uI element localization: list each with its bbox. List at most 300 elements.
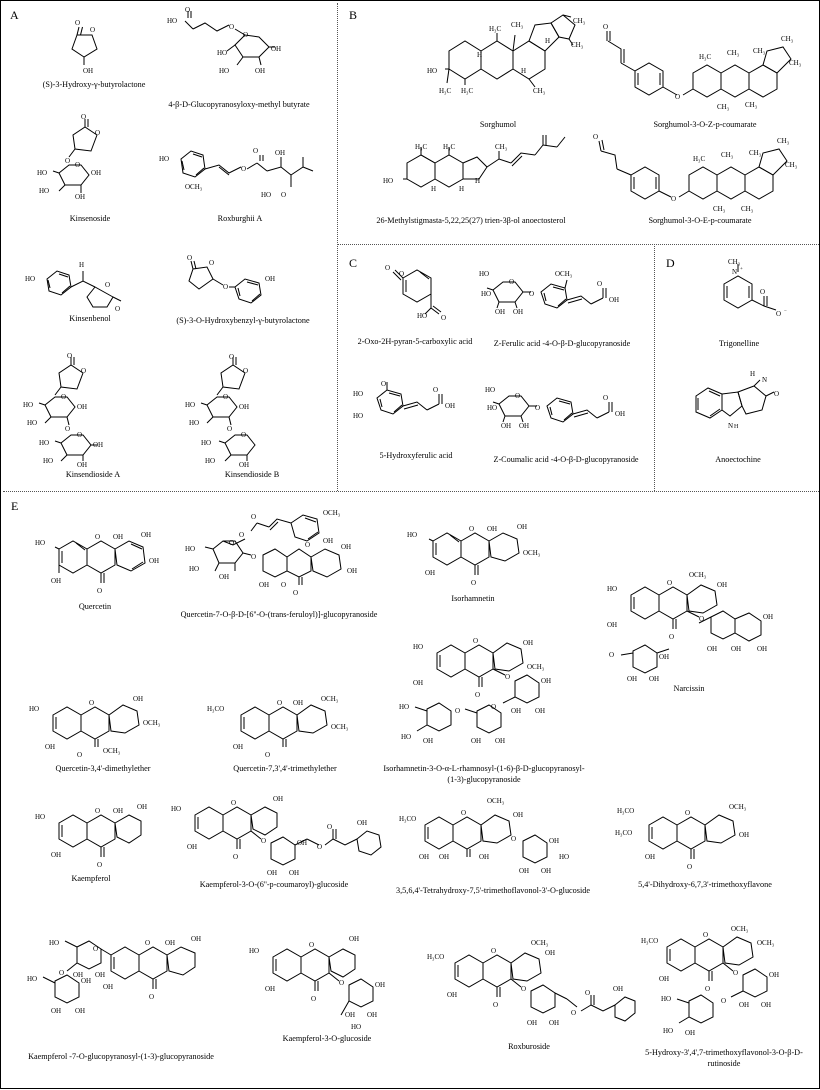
- molecule-roxburghii-a: [157, 131, 323, 225]
- caption-kinsendioside-b: Kinsendioside B: [224, 470, 280, 479]
- svg-text:HO: HO: [407, 531, 418, 539]
- structure-kinsenbenol: [23, 253, 157, 313]
- svg-text:OH: OH: [219, 573, 230, 581]
- caption-z-ferulic-acid-4-o-beta-d-glucopyranoside: Z-Ferulic acid -4-O-β-D-glucopyranoside: [493, 339, 631, 348]
- svg-text:OH: OH: [375, 981, 386, 989]
- svg-text:O: O: [667, 579, 673, 587]
- svg-text:OH: OH: [259, 581, 270, 589]
- structure-kinsendioside-a: [13, 351, 173, 469]
- svg-text:HO: HO: [39, 187, 50, 195]
- svg-text:H₃CO: H₃CO: [617, 807, 635, 815]
- svg-text:OH: OH: [645, 853, 656, 861]
- svg-text:H₃C: H₃C: [699, 53, 712, 61]
- svg-text:O: O: [77, 431, 83, 439]
- structure-s-3-hydroxy-gamma-butyrolactone: [39, 9, 149, 79]
- structure-z-ferulic-acid-glucopyranoside: [477, 254, 647, 338]
- svg-text:O: O: [251, 513, 257, 521]
- caption-sorghumol-3-o-z-p-coumarate: Sorghumol-3-O-Z-p-coumarate: [653, 120, 757, 129]
- svg-text:O: O: [455, 707, 461, 715]
- molecule-kaempferol-3-o-glucoside: [237, 923, 417, 1045]
- structure-narcissin: [573, 559, 805, 683]
- svg-text:HO: HO: [49, 939, 60, 947]
- svg-text:OH: OH: [113, 807, 124, 815]
- svg-text:OH: OH: [495, 737, 506, 745]
- svg-text:O: O: [327, 823, 333, 831]
- svg-text:CH₃: CH₃: [573, 17, 586, 25]
- caption-4-beta-d-glucopyranosyloxymethyl-butyrate: 4-β-D-Glucopyranosyloxy-methyl butyrate: [168, 100, 310, 109]
- svg-text:N: N: [732, 268, 738, 276]
- svg-text:OH: OH: [233, 743, 244, 751]
- svg-text:O: O: [90, 26, 96, 34]
- svg-text:O: O: [469, 525, 475, 533]
- structure-kaempferol: [23, 789, 159, 873]
- svg-text:O: O: [491, 703, 497, 711]
- svg-text:OH: OH: [103, 983, 114, 991]
- molecule-kaempferol-3-o-6-p-coumaroyl-glucoside: [161, 783, 387, 891]
- svg-text:HO: HO: [487, 404, 498, 412]
- svg-text:HO: HO: [37, 169, 48, 177]
- caption-sorghumol: Sorghumol: [479, 120, 517, 129]
- svg-text:O: O: [281, 191, 287, 199]
- svg-text:OH: OH: [187, 843, 198, 851]
- svg-text:OH: OH: [739, 831, 750, 839]
- svg-text:OH: OH: [271, 45, 282, 53]
- svg-text:O: O: [687, 863, 693, 871]
- structure-quercetin-34-dimethylether: [15, 677, 191, 763]
- svg-text:OH: OH: [73, 971, 84, 979]
- svg-text:O: O: [89, 699, 95, 707]
- svg-text:H₃C: H₃C: [439, 87, 452, 95]
- svg-text:O: O: [95, 533, 101, 541]
- svg-text:H₃CO: H₃CO: [399, 815, 417, 823]
- svg-text:OH: OH: [535, 707, 546, 715]
- svg-text:O: O: [399, 270, 405, 278]
- structure-trigonelline: [684, 258, 794, 338]
- svg-text:HO: HO: [607, 585, 618, 593]
- svg-text:OH: OH: [77, 461, 88, 469]
- svg-text:HO: HO: [167, 17, 178, 25]
- caption-kinsendioside-a: Kinsendioside A: [65, 470, 121, 479]
- svg-text:O: O: [685, 809, 691, 817]
- svg-text:O: O: [265, 751, 271, 759]
- panel-b-letter: B: [349, 8, 358, 22]
- panel-b: [337, 1, 819, 244]
- svg-text:HO: HO: [39, 439, 50, 447]
- svg-text:O: O: [721, 997, 727, 1005]
- svg-text:O: O: [239, 531, 245, 539]
- svg-text:O: O: [381, 380, 387, 388]
- svg-text:HO: HO: [219, 67, 230, 75]
- svg-text:O: O: [699, 615, 705, 623]
- svg-text:O: O: [105, 281, 111, 289]
- svg-text:O: O: [461, 809, 467, 817]
- caption-kaempferol-3-o-coumaroyl-glucoside: Kaempferol-3-O-(6''-p-coumaroyl)-glucoside: [199, 880, 349, 889]
- svg-text:O: O: [511, 835, 517, 843]
- molecule-5-hydroxyferulic-acid: [351, 372, 481, 462]
- molecule-54-dihydroxy-673-trimethoxyflavone: [605, 783, 805, 891]
- molecule-kinsendioside-a: [13, 351, 173, 481]
- svg-text:HO: HO: [559, 853, 570, 861]
- svg-text:OH: OH: [523, 639, 534, 647]
- svg-text:OH: OH: [545, 949, 556, 957]
- svg-text:O: O: [77, 751, 83, 759]
- svg-text:O: O: [317, 843, 323, 851]
- svg-text:OH: OH: [165, 939, 176, 947]
- molecule-trigonelline: [684, 258, 794, 350]
- svg-text:OH: OH: [627, 675, 638, 683]
- svg-text:HO: HO: [261, 191, 272, 199]
- svg-text:O: O: [733, 969, 739, 977]
- svg-text:OH: OH: [541, 867, 552, 875]
- svg-text:O: O: [471, 579, 477, 587]
- svg-text:OH: OH: [297, 839, 308, 847]
- svg-text:OH: OH: [137, 803, 148, 811]
- svg-text:OCH₃: OCH₃: [321, 695, 339, 703]
- svg-text:O: O: [241, 431, 247, 439]
- caption-narcissin: Narcissin: [673, 684, 705, 693]
- svg-text:O: O: [529, 290, 535, 298]
- svg-text:O: O: [229, 539, 235, 547]
- caption-quercetin: Quercetin: [78, 602, 112, 611]
- svg-text:OH: OH: [717, 581, 728, 589]
- caption-quercetin-734-trimethylether: Quercetin-7,3',4'-trimethylether: [233, 764, 337, 773]
- svg-text:O: O: [261, 837, 267, 845]
- svg-text:HO: HO: [27, 419, 38, 427]
- svg-text:OCH₃: OCH₃: [531, 939, 549, 947]
- molecule-26-methylstigmasta-trien-3beta-ol-anoectosterol: [361, 119, 581, 227]
- svg-text:O: O: [243, 367, 249, 375]
- caption-kaempferol-3-o-glucoside: Kaempferol-3-O-glucoside: [282, 1034, 372, 1043]
- svg-text:OCH₃: OCH₃: [729, 803, 747, 811]
- svg-text:HO: HO: [189, 565, 200, 573]
- svg-text:OH: OH: [93, 441, 104, 449]
- structure-sorghumol: [403, 7, 593, 119]
- molecule-anoectochine: [676, 362, 800, 466]
- svg-text:HO: HO: [417, 312, 428, 320]
- svg-text:HO: HO: [383, 177, 394, 185]
- svg-text:O: O: [671, 195, 677, 203]
- caption-s-3-o-hydroxybenzyl-gamma-butyrolactone: (S)-3-O-Hydroxybenzyl-γ-butyrolactone: [176, 316, 310, 325]
- structure-tetrahydroxy-trimethoflavonol-glucoside: [393, 781, 593, 885]
- svg-text:O: O: [229, 353, 235, 361]
- svg-text:OH: OH: [659, 653, 670, 661]
- svg-text:OH: OH: [265, 985, 276, 993]
- svg-text:O: O: [65, 157, 71, 165]
- svg-text:OH: OH: [265, 275, 276, 283]
- structure-quercetin-feruloyl-glucopyranoside: [177, 501, 381, 609]
- caption-54-dihydroxy-673-trimethoxyflavone: 5,4'-Dihydroxy-6,7,3'-trimethoxyflavone: [638, 880, 772, 889]
- svg-text:O: O: [61, 393, 67, 401]
- svg-text:O: O: [505, 673, 511, 681]
- panel-d-letter: D: [666, 256, 675, 270]
- svg-text:OH: OH: [347, 567, 358, 575]
- svg-text:OH: OH: [91, 169, 102, 177]
- molecule-isorhamnetin: [393, 505, 553, 605]
- svg-text:CH₃: CH₃: [728, 258, 741, 266]
- svg-text:HO: HO: [485, 386, 496, 394]
- caption-kaempferol-7-o-glucopyranosyl-glucopyranoside: Kaempferol -7-O-glucopyranosyl-(1-3)-glucopyranoside: [28, 1052, 214, 1061]
- svg-text:O: O: [509, 278, 515, 286]
- caption-roxburoside: Roxburoside: [508, 1042, 550, 1051]
- svg-text:OH: OH: [513, 811, 524, 819]
- svg-text:OH: OH: [549, 837, 560, 845]
- molecule-quercetin: [21, 509, 169, 613]
- structure-roxburghii-a: [157, 131, 323, 213]
- svg-text:HO: HO: [189, 419, 200, 427]
- svg-text:N: N: [728, 422, 734, 430]
- molecule-kinsendioside-b: [177, 353, 327, 481]
- panel-c-letter: C: [349, 256, 358, 270]
- svg-text:H: H: [459, 185, 465, 193]
- svg-text:HO: HO: [43, 457, 54, 465]
- svg-text:OH: OH: [51, 851, 62, 859]
- svg-text:O: O: [475, 691, 481, 699]
- svg-text:H: H: [545, 37, 551, 45]
- svg-text:OH: OH: [659, 975, 670, 983]
- molecule-s-3-o-hydroxybenzyl-gamma-butyrolactone: [165, 251, 321, 327]
- svg-text:O: O: [597, 280, 603, 288]
- caption-quercetin-7-o-beta-d-feruloyl-glucopyranoside: Quercetin-7-O-β-D-[6''-O-(trans-feruloyl)]-glucopyranoside: [180, 610, 378, 619]
- svg-text:O: O: [493, 1001, 499, 1009]
- svg-text:H₃C: H₃C: [443, 143, 456, 151]
- svg-text:O: O: [81, 113, 87, 121]
- structure-s-3-o-hydroxybenzyl-gamma-butyrolactone: [165, 251, 321, 315]
- svg-text:O: O: [95, 129, 101, 137]
- svg-text:CH₃: CH₃: [749, 149, 762, 157]
- svg-text:OH: OH: [83, 67, 94, 75]
- svg-text:O: O: [774, 390, 780, 398]
- svg-text:OH: OH: [757, 645, 768, 653]
- svg-text:HO: HO: [23, 401, 34, 409]
- molecule-kaempferol-7-o-glucopyranosyl-13-glucopyranoside: [15, 915, 227, 1063]
- svg-text:OH: OH: [763, 613, 774, 621]
- svg-text:CH₃: CH₃: [785, 161, 798, 169]
- svg-text:OCH₃: OCH₃: [323, 509, 341, 517]
- svg-text:OH: OH: [149, 557, 160, 565]
- svg-text:H₃CO: H₃CO: [641, 937, 659, 945]
- caption-sorghumol-3-o-e-p-coumarate: Sorghumol-3-O-E-p-coumarate: [648, 216, 752, 225]
- svg-text:OH: OH: [541, 677, 552, 685]
- structure-isorhamnetin-rhamnosyl-glucopyranoside: [379, 623, 589, 763]
- svg-text:OCH₃: OCH₃: [143, 719, 161, 727]
- caption-2-oxo-2h-pyran-5-carboxylic-acid: 2-Oxo-2H-pyran-5-carboxylic acid: [357, 337, 473, 346]
- svg-text:O: O: [187, 254, 193, 262]
- svg-text:OCH₃: OCH₃: [689, 571, 707, 579]
- svg-text:OH: OH: [519, 422, 530, 430]
- svg-text:OH: OH: [51, 1007, 62, 1015]
- structure-quercetin-734-trimethylether: [197, 677, 373, 763]
- svg-text:O: O: [65, 425, 71, 433]
- svg-text:OH: OH: [267, 869, 278, 877]
- svg-text:OH: OH: [447, 991, 458, 999]
- svg-text:OH: OH: [75, 1007, 86, 1015]
- svg-text:O: O: [585, 989, 591, 997]
- svg-text:H: H: [475, 177, 481, 185]
- svg-text:−: −: [784, 309, 787, 314]
- svg-text:OH: OH: [293, 699, 304, 707]
- svg-text:O: O: [521, 985, 527, 993]
- caption-kinsenbenol: Kinsenbenol: [69, 314, 111, 323]
- svg-text:OH: OH: [761, 1001, 772, 1009]
- svg-text:OH: OH: [349, 935, 360, 943]
- svg-text:OCH₃: OCH₃: [731, 925, 749, 933]
- structure-kaempferol-diglucopyranoside: [15, 915, 227, 1051]
- svg-text:OH: OH: [685, 1029, 696, 1037]
- svg-text:O: O: [233, 853, 239, 861]
- svg-text:O: O: [229, 23, 235, 31]
- svg-text:O: O: [243, 31, 249, 39]
- molecule-quercetin-34-dimethylether: [15, 677, 191, 775]
- svg-text:HO: HO: [27, 975, 38, 983]
- svg-text:H: H: [79, 261, 85, 269]
- svg-text:OH: OH: [75, 193, 86, 201]
- svg-text:O: O: [515, 392, 521, 400]
- svg-text:OH: OH: [769, 971, 780, 979]
- svg-text:O: O: [251, 553, 257, 561]
- svg-text:OH: OH: [513, 308, 524, 316]
- svg-text:OCH₃: OCH₃: [757, 939, 775, 947]
- svg-text:HO: HO: [29, 705, 40, 713]
- structure-isorhamnetin: [393, 505, 553, 593]
- svg-text:OH: OH: [487, 525, 498, 533]
- svg-text:OH: OH: [51, 577, 62, 585]
- svg-text:OH: OH: [615, 410, 626, 418]
- structure-sorghumol-3-o-z-p-coumarate: [595, 7, 815, 119]
- structure-sorghumol-3-o-e-p-coumarate: [587, 119, 813, 215]
- svg-text:O: O: [75, 19, 81, 27]
- svg-text:HO: HO: [249, 947, 260, 955]
- svg-text:+: +: [740, 267, 743, 272]
- svg-text:O: O: [593, 133, 599, 141]
- molecule-5-hydroxy-347-trimethoxyflavonol-3-o-beta-d-rutinoside: [633, 915, 815, 1069]
- caption-trimethoxyflavonol-rutinoside: 5-Hydroxy-3',4',7-trimethoxyflavonol-3-O-β-D-rutinoside: [645, 1048, 803, 1068]
- caption-s-3-hydroxy-gamma-butyrolactone: (S)-3-Hydroxy-γ-butyrolactone: [42, 80, 146, 89]
- caption-anoectochine: Anoectochine: [715, 455, 761, 464]
- caption-kaempferol: Kaempferol: [71, 874, 111, 883]
- svg-text:H: H: [734, 424, 739, 430]
- svg-text:OH: OH: [607, 621, 618, 629]
- svg-text:O: O: [305, 541, 311, 549]
- svg-text:O: O: [227, 425, 233, 433]
- svg-text:OH: OH: [413, 679, 424, 687]
- panel-a-letter: A: [10, 8, 19, 22]
- svg-text:OH: OH: [255, 67, 266, 75]
- svg-text:OH: OH: [275, 149, 286, 157]
- caption-z-coumalic-acid-4-o-beta-d-glucopyranoside: Z-Coumalic acid -4-O-β-D-glucopyranoside: [493, 455, 639, 464]
- panel-e: [1, 491, 820, 1090]
- svg-text:H₃C: H₃C: [489, 25, 502, 33]
- svg-text:OCH₃: OCH₃: [555, 270, 573, 278]
- svg-text:O: O: [281, 581, 287, 589]
- svg-text:CH₃: CH₃: [741, 205, 754, 213]
- svg-text:O: O: [223, 393, 229, 401]
- svg-text:HO: HO: [185, 545, 196, 553]
- structure-4-beta-d-glucopyranosyloxymethyl-butyrate: [159, 7, 319, 99]
- svg-text:OH: OH: [423, 737, 434, 745]
- svg-text:O: O: [75, 161, 81, 169]
- svg-text:O: O: [81, 367, 87, 375]
- svg-text:OH: OH: [289, 869, 300, 877]
- svg-text:OH: OH: [731, 645, 742, 653]
- svg-text:OH: OH: [425, 569, 436, 577]
- svg-text:O: O: [115, 305, 121, 313]
- svg-text:H: H: [477, 51, 483, 59]
- svg-text:HO: HO: [481, 290, 492, 298]
- svg-text:O: O: [603, 394, 609, 402]
- svg-text:CH₃: CH₃: [745, 101, 758, 109]
- svg-text:CH₃: CH₃: [721, 151, 734, 159]
- svg-text:OH: OH: [501, 422, 512, 430]
- svg-text:OH: OH: [527, 1019, 538, 1027]
- svg-text:O: O: [675, 93, 681, 101]
- svg-text:O: O: [67, 352, 73, 360]
- svg-text:OH: OH: [113, 533, 124, 541]
- svg-text:O: O: [209, 259, 215, 267]
- caption-roxburghii-a: Roxburghii A: [217, 214, 263, 223]
- svg-text:H₃CO: H₃CO: [615, 829, 633, 837]
- svg-text:H₃CO: H₃CO: [207, 705, 225, 713]
- svg-text:N: N: [762, 376, 768, 384]
- structure-kinsendioside-b: [177, 353, 327, 469]
- svg-text:OH: OH: [445, 402, 456, 410]
- svg-text:CH₃: CH₃: [727, 49, 740, 57]
- svg-text:O: O: [149, 993, 155, 1001]
- svg-text:OH: OH: [419, 853, 430, 861]
- structure-26-methylstigmasta: [361, 119, 581, 215]
- svg-text:O: O: [241, 165, 247, 173]
- svg-text:O: O: [309, 941, 315, 949]
- svg-text:CH₃: CH₃: [571, 41, 584, 49]
- svg-text:OH: OH: [609, 296, 620, 304]
- caption-isorhamnetin: Isorhamnetin: [451, 594, 495, 603]
- svg-text:CH₃: CH₃: [753, 47, 766, 55]
- svg-text:HO: HO: [353, 412, 364, 420]
- svg-text:HO: HO: [35, 539, 46, 547]
- caption-5-hydroxyferulic-acid: 5-Hydroxyferulic acid: [379, 451, 453, 460]
- svg-text:HO: HO: [413, 643, 424, 651]
- svg-text:HO: HO: [479, 270, 490, 278]
- svg-text:O: O: [603, 23, 609, 31]
- structure-kinsenoside: [25, 113, 155, 213]
- molecule-roxburoside: [421, 915, 637, 1053]
- molecule-2-oxo-2h-pyran-5-carboxylic-acid: [357, 258, 473, 348]
- svg-text:OH: OH: [367, 1011, 378, 1019]
- structure-trimethoxyflavonol-rutinoside: [633, 915, 815, 1047]
- molecule-isorhamnetin-3-o-alpha-l-rhamnosyl-glucopyranoside: [379, 623, 589, 785]
- svg-text:HO: HO: [185, 401, 196, 409]
- svg-text:O: O: [97, 587, 103, 595]
- svg-text:O: O: [441, 314, 447, 322]
- svg-text:OH: OH: [341, 543, 352, 551]
- svg-text:CH₃: CH₃: [533, 87, 546, 95]
- svg-text:O: O: [93, 945, 99, 953]
- svg-text:H: H: [431, 185, 437, 193]
- svg-text:O: O: [311, 995, 317, 1003]
- structure-dihydroxy-trimethoxyflavone: [605, 783, 805, 879]
- svg-text:O: O: [231, 799, 237, 807]
- svg-text:OH: OH: [345, 1011, 356, 1019]
- svg-text:OH: OH: [191, 935, 202, 943]
- caption-trigonelline: Trigonelline: [718, 339, 760, 348]
- svg-text:O: O: [473, 637, 479, 645]
- svg-text:O: O: [95, 807, 101, 815]
- svg-text:OCH₃: OCH₃: [185, 183, 203, 191]
- molecule-kaempferol: [23, 789, 159, 885]
- svg-text:H₃CO: H₃CO: [427, 953, 445, 961]
- svg-text:OH: OH: [613, 985, 624, 993]
- svg-text:HO: HO: [399, 703, 410, 711]
- molecule-tetrahydroxy-trimethoflavonol-glucoside: [393, 781, 593, 897]
